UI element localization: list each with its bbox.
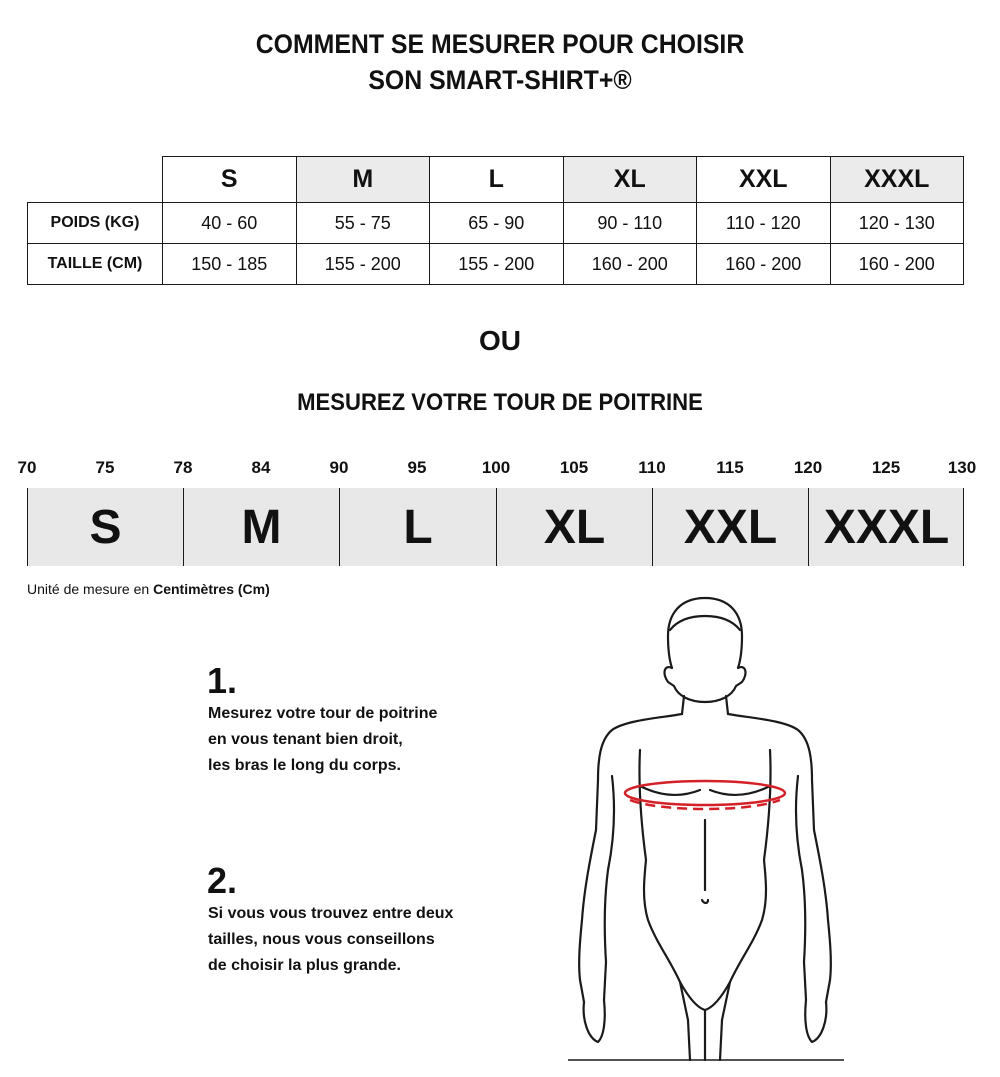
hand-left <box>584 1000 605 1042</box>
neck-right <box>726 696 728 714</box>
groin-line <box>680 982 730 1010</box>
body-measurement-figure <box>560 590 850 1070</box>
step-1-line: Mesurez votre tour de poitrine <box>208 705 438 722</box>
hand-right <box>805 1000 826 1042</box>
table-cell: 160 - 200 <box>697 244 831 285</box>
step-1-line: en vous tenant bien droit, <box>208 731 403 748</box>
chest-size-scale <box>27 488 964 566</box>
unit-note-prefix: Unité de mesure en <box>27 581 154 597</box>
size-header-s: S <box>163 157 297 203</box>
table-cell: 40 - 60 <box>163 203 297 244</box>
tick-label: 70 <box>17 458 37 477</box>
page-title <box>40 26 960 98</box>
tick-label: 130 <box>947 458 977 477</box>
navel <box>702 900 708 903</box>
tick-label: 95 <box>407 458 427 477</box>
tick-label: 100 <box>481 458 511 477</box>
tick-label: 75 <box>95 458 115 477</box>
tick-label: 110 <box>638 458 666 477</box>
title-line-1: COMMENT SE MESURER POUR CHOISIR <box>255 29 745 59</box>
unit-note <box>27 581 270 597</box>
leg-left <box>688 1020 690 1060</box>
size-header-xl: XL <box>563 157 697 203</box>
table-cell: 120 - 130 <box>830 203 964 244</box>
table-cell: 150 - 185 <box>163 244 297 285</box>
size-header-xxl: XXL <box>697 157 831 203</box>
size-header-xxxl: XXXL <box>830 157 964 203</box>
table-cell: 155 - 200 <box>430 244 564 285</box>
step-2-text <box>208 901 478 979</box>
step-1-number: 1. <box>207 660 238 701</box>
size-table <box>27 156 964 285</box>
tick-label: 90 <box>329 458 349 477</box>
arm-inner-right <box>796 776 806 1000</box>
waist-right <box>722 750 771 1020</box>
waist-left <box>639 750 688 1020</box>
chest-segment-l: L <box>339 488 496 566</box>
hair-line <box>670 616 740 630</box>
tape-ring <box>625 781 785 805</box>
step-2-line: Si vous vous trouvez entre deux <box>208 905 454 922</box>
chest-tick-labels <box>0 458 1000 482</box>
step-1-line: les bras le long du corps. <box>208 757 401 774</box>
row-label-height: TAILLE (CM) <box>28 244 163 285</box>
tick-label: 78 <box>173 458 193 477</box>
scale-end-line <box>963 488 965 566</box>
step-2-line: tailles, nous vous conseillons <box>208 931 435 948</box>
chest-line <box>640 786 770 795</box>
table-row-weight <box>28 203 964 244</box>
arm-inner-left <box>604 776 614 1000</box>
chest-segment-m: M <box>183 488 339 566</box>
step-2-number: 2. <box>207 860 238 901</box>
step-2-line: de choisir la plus grande. <box>208 957 401 974</box>
chest-segment-xxl: XXL <box>652 488 808 566</box>
chest-segment-s: S <box>27 488 183 566</box>
table-cell: 160 - 200 <box>830 244 964 285</box>
table-cell: 110 - 120 <box>697 203 831 244</box>
or-separator: OU <box>479 325 521 356</box>
table-cell: 65 - 90 <box>430 203 564 244</box>
chest-segment-xxxl: XXXL <box>808 488 964 566</box>
chest-segment-xl: XL <box>496 488 652 566</box>
unit-note-unit: Centimètres (Cm) <box>153 581 270 597</box>
table-corner <box>28 157 163 203</box>
table-cell: 155 - 200 <box>296 244 430 285</box>
table-cell: 90 - 110 <box>563 203 697 244</box>
tick-label: 125 <box>871 458 901 477</box>
chest-subtitle: MESUREZ VOTRE TOUR DE POITRINE <box>297 389 703 416</box>
tick-label: 120 <box>793 458 823 477</box>
tick-label: 115 <box>716 458 744 477</box>
size-header-m: M <box>296 157 430 203</box>
head-outline <box>665 598 746 702</box>
tick-label: 84 <box>251 458 271 477</box>
table-cell: 55 - 75 <box>296 203 430 244</box>
table-cell: 160 - 200 <box>563 244 697 285</box>
step-1-text <box>208 701 478 779</box>
tick-label: 105 <box>559 458 589 477</box>
title-line-2: SON SMART-SHIRT+® <box>368 65 632 95</box>
row-label-weight: POIDS (KG) <box>28 203 163 244</box>
leg-right <box>720 1020 722 1060</box>
neck-left <box>682 696 684 714</box>
table-row-height <box>28 244 964 285</box>
size-header-row <box>28 157 964 203</box>
size-header-l: L <box>430 157 564 203</box>
